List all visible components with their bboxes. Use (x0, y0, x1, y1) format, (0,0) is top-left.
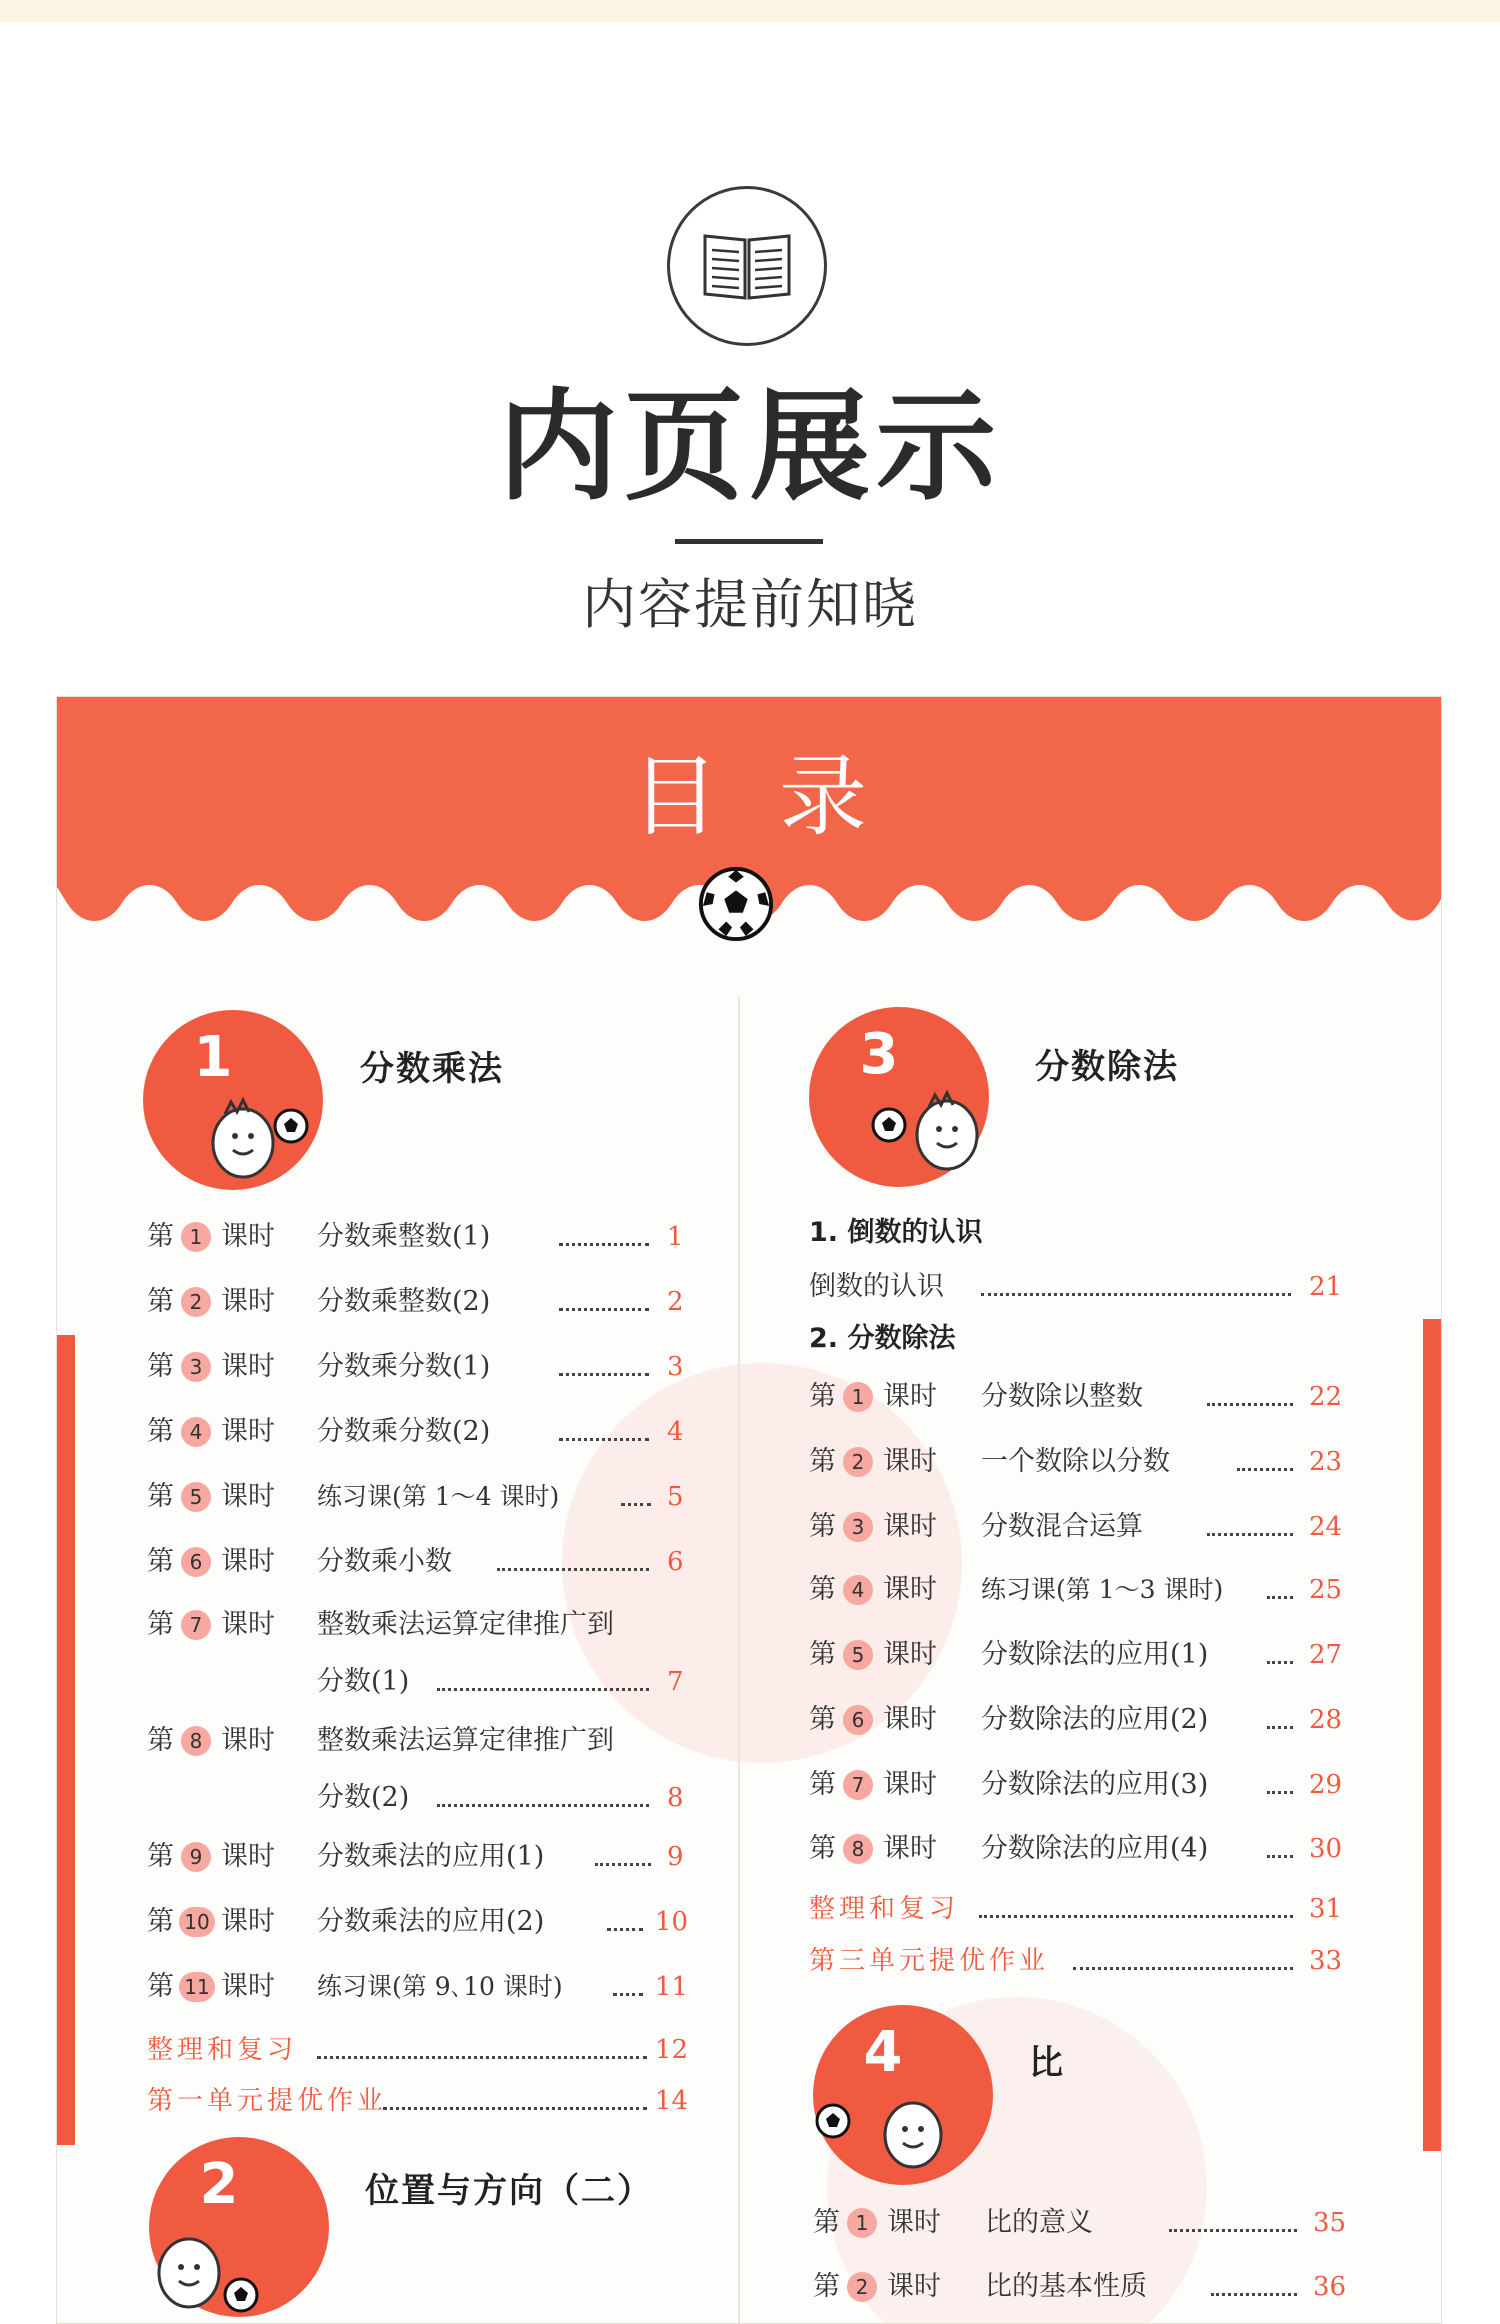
section-heading: 1. 倒数的认识 (809, 1217, 983, 1248)
lesson-suffix: 课时 (221, 1609, 275, 1640)
lesson-title-continued: 分数(2) (317, 1782, 410, 1813)
dot-leader (559, 1438, 649, 1441)
lesson-title-continued: 分数(1) (317, 1666, 410, 1697)
unit-number: 3 (859, 1022, 899, 1087)
lesson-number-badge: 3 (843, 1512, 873, 1542)
lesson-prefix: 第 (147, 1546, 174, 1577)
dot-leader (1267, 1791, 1293, 1794)
unit-1-badge (143, 1010, 323, 1190)
lesson-suffix: 课时 (221, 1841, 275, 1872)
lesson-title: 练习课(第 1～4 课时) (317, 1482, 560, 1511)
page-number: 12 (655, 2035, 689, 2065)
lesson-title: 分数乘法的应用(2) (317, 1906, 545, 1937)
toc-row[interactable] (147, 1217, 727, 1257)
dot-leader (437, 1688, 649, 1691)
dot-leader (981, 1293, 1291, 1296)
lesson-title: 倒数的认识 (809, 1271, 944, 1302)
lesson-suffix: 课时 (221, 1725, 275, 1756)
lesson-title: 整数乘法运算定律推广到 (317, 1609, 614, 1640)
toc-row[interactable] (809, 1635, 1409, 1675)
right-edge-bar (1423, 1319, 1441, 2151)
page-number: 1 (667, 1222, 684, 1252)
lesson-title: 分数乘整数(1) (317, 1221, 491, 1252)
lesson-suffix: 课时 (883, 1511, 937, 1542)
toc-row[interactable] (809, 1377, 1409, 1417)
lesson-number-badge: 6 (181, 1547, 211, 1577)
lesson-prefix: 第 (809, 1639, 836, 1670)
toc-row[interactable] (147, 1412, 727, 1452)
dot-leader (383, 2107, 647, 2110)
toc-row[interactable] (147, 1605, 727, 1645)
left-edge-bar (57, 1335, 75, 2145)
lesson-prefix: 第 (147, 1971, 174, 2002)
page-number: 27 (1309, 1640, 1343, 1670)
page-number: 4 (667, 1417, 684, 1447)
dot-leader (1267, 1726, 1293, 1729)
unit-number: 2 (199, 2152, 239, 2217)
toc-row-continued[interactable] (147, 1662, 727, 1702)
lesson-prefix: 第 (809, 1704, 836, 1735)
lesson-prefix: 第 (147, 1416, 174, 1447)
lesson-prefix: 第 (809, 1446, 836, 1477)
page-number: 28 (1309, 1705, 1343, 1735)
dot-leader (1207, 1533, 1293, 1536)
toc-row[interactable] (809, 1570, 1409, 1610)
dot-leader (559, 1243, 649, 1246)
lesson-number-badge: 7 (843, 1770, 873, 1800)
dot-leader (559, 1308, 649, 1311)
lesson-number-badge: 6 (843, 1705, 873, 1735)
toc-row[interactable] (813, 2267, 1413, 2307)
toc-row[interactable] (147, 1347, 727, 1387)
dot-leader (1267, 1596, 1293, 1599)
lesson-title: 分数乘小数 (317, 1546, 452, 1577)
lesson-number-badge: 2 (181, 1287, 211, 1317)
lesson-prefix: 第 (147, 1609, 174, 1640)
unit-1-title: 分数乘法 (360, 1049, 504, 1089)
lesson-prefix: 第 (809, 1769, 836, 1800)
page-number: 33 (1309, 1946, 1343, 1976)
lesson-prefix: 第 (809, 1833, 836, 1864)
lesson-prefix: 第 (813, 2207, 840, 2238)
lesson-prefix: 第 (147, 1906, 174, 1937)
lesson-title: 分数除法的应用(4) (981, 1833, 1209, 1864)
book-page (56, 696, 1442, 2324)
lesson-number-badge: 5 (181, 1482, 211, 1512)
lesson-prefix: 第 (147, 1221, 174, 1252)
page-number: 29 (1309, 1770, 1343, 1800)
lesson-number-badge: 4 (843, 1575, 873, 1605)
toc-row[interactable] (809, 1442, 1409, 1482)
lesson-suffix: 课时 (221, 1971, 275, 2002)
lesson-number-badge: 1 (847, 2208, 877, 2238)
lesson-suffix: 课时 (221, 1481, 275, 1512)
lesson-title: 分数除法的应用(2) (981, 1704, 1209, 1735)
lesson-number-badge: 11 (179, 1972, 215, 2002)
unit-4-title: 比 (1029, 2043, 1065, 2083)
lesson-title: 分数乘分数(2) (317, 1416, 491, 1447)
page-number: 23 (1309, 1447, 1343, 1477)
toc-row[interactable] (809, 1507, 1409, 1547)
toc-row-review[interactable] (147, 2030, 727, 2070)
column-divider (738, 997, 740, 2323)
toc-row-continued[interactable] (147, 1778, 727, 1818)
toc-row[interactable] (809, 1765, 1409, 1805)
lesson-title: 分数乘整数(2) (317, 1286, 491, 1317)
homework-label: 第三单元提优作业 (809, 1946, 1050, 1976)
mascot-icon (203, 1088, 313, 1188)
lesson-suffix: 课时 (883, 1574, 937, 1605)
page-number: 5 (667, 1482, 684, 1512)
toc-row[interactable] (147, 1967, 727, 2007)
page-number: 9 (667, 1842, 684, 1872)
lesson-suffix: 课时 (883, 1833, 937, 1864)
lesson-suffix: 课时 (221, 1351, 275, 1382)
toc-row-homework[interactable] (809, 1941, 1409, 1981)
page-number: 10 (655, 1907, 689, 1937)
page-number: 25 (1309, 1575, 1343, 1605)
toc-row[interactable] (147, 1282, 727, 1322)
soccer-ball-icon (697, 865, 775, 943)
lesson-number-badge: 1 (843, 1382, 873, 1412)
lesson-title: 分数乘法的应用(1) (317, 1841, 545, 1872)
lesson-number-badge: 8 (181, 1726, 211, 1756)
lesson-number-badge: 2 (847, 2272, 877, 2302)
lesson-number-badge: 1 (181, 1222, 211, 1252)
dot-leader (979, 1915, 1293, 1918)
dot-leader (1211, 2293, 1297, 2296)
lesson-number-badge: 10 (179, 1907, 215, 1937)
lesson-title: 分数除法的应用(3) (981, 1769, 1209, 1800)
lesson-number-badge: 5 (843, 1640, 873, 1670)
lesson-title: 练习课(第 1～3 课时) (981, 1575, 1224, 1604)
lesson-prefix: 第 (147, 1725, 174, 1756)
lesson-number-badge: 3 (181, 1352, 211, 1382)
lesson-suffix: 课时 (883, 1639, 937, 1670)
title-underline (675, 539, 823, 544)
page-number: 36 (1313, 2272, 1347, 2302)
book-icon (667, 186, 827, 346)
lesson-title: 分数乘分数(1) (317, 1351, 491, 1382)
lesson-suffix: 课时 (883, 1769, 937, 1800)
toc-row[interactable] (147, 1542, 727, 1582)
lesson-prefix: 第 (147, 1286, 174, 1317)
lesson-suffix: 课时 (887, 2271, 941, 2302)
page-number: 31 (1309, 1894, 1343, 1924)
dot-leader (1073, 1967, 1293, 1970)
lesson-title: 分数除法的应用(1) (981, 1639, 1209, 1670)
dot-leader (1267, 1855, 1293, 1858)
page-number: 6 (667, 1547, 684, 1577)
page-number: 2 (667, 1287, 684, 1317)
dot-leader (613, 1993, 643, 1996)
dot-leader (607, 1928, 643, 1931)
toc-row[interactable] (813, 2203, 1413, 2243)
lesson-prefix: 第 (147, 1481, 174, 1512)
toc-row[interactable] (809, 1700, 1409, 1740)
lesson-title: 比的基本性质 (985, 2271, 1147, 2302)
lesson-suffix: 课时 (883, 1704, 937, 1735)
page-number: 21 (1309, 1272, 1343, 1302)
lesson-number-badge: 9 (181, 1842, 211, 1872)
lesson-number-badge: 2 (843, 1447, 873, 1477)
lesson-title: 一个数除以分数 (981, 1446, 1170, 1477)
review-label: 整理和复习 (147, 2035, 298, 2065)
lesson-number-badge: 7 (181, 1610, 211, 1640)
lesson-suffix: 课时 (221, 1221, 275, 1252)
lesson-prefix: 第 (809, 1574, 836, 1605)
lesson-prefix: 第 (147, 1841, 174, 1872)
lesson-suffix: 课时 (221, 1906, 275, 1937)
lesson-prefix: 第 (813, 2271, 840, 2302)
unit-3-title: 分数除法 (1035, 1047, 1179, 1087)
page-number: 11 (655, 1972, 689, 2002)
page-title: 内页展示 (498, 378, 1002, 517)
lesson-title: 比的意义 (985, 2207, 1093, 2238)
lesson-prefix: 第 (809, 1381, 836, 1412)
lesson-title: 练习课(第 9､10 课时) (317, 1972, 563, 2001)
mascot-icon (869, 1085, 999, 1185)
dot-leader (1237, 1468, 1293, 1471)
lesson-suffix: 课时 (887, 2207, 941, 2238)
lesson-title: 整数乘法运算定律推广到 (317, 1725, 614, 1756)
lesson-number-badge: 8 (843, 1834, 873, 1864)
page-number: 14 (655, 2086, 689, 2116)
unit-2-badge (149, 2137, 329, 2317)
dot-leader (559, 1373, 649, 1376)
lesson-title: 分数除以整数 (981, 1381, 1143, 1412)
toc-row[interactable] (809, 1829, 1409, 1869)
mascot-icon (813, 2091, 953, 2185)
page-number: 3 (667, 1352, 684, 1382)
toc-row-review[interactable] (809, 1889, 1409, 1929)
page-number: 24 (1309, 1512, 1343, 1542)
unit-number: 1 (193, 1025, 233, 1090)
section-heading: 2. 分数除法 (809, 1323, 956, 1354)
dot-leader (1207, 1403, 1293, 1406)
lesson-suffix: 课时 (221, 1286, 275, 1317)
homework-label: 第一单元提优作业 (147, 2086, 388, 2116)
lesson-number-badge: 4 (181, 1417, 211, 1447)
top-strip (0, 0, 1500, 22)
lesson-prefix: 第 (147, 1351, 174, 1382)
review-label: 整理和复习 (809, 1894, 960, 1924)
lesson-prefix: 第 (809, 1511, 836, 1542)
dot-leader (621, 1503, 651, 1506)
lesson-suffix: 课时 (221, 1416, 275, 1447)
mascot-icon (149, 2227, 279, 2317)
dot-leader (1169, 2229, 1297, 2232)
dot-leader (317, 2056, 647, 2059)
unit-3-badge (809, 1007, 989, 1187)
lesson-suffix: 课时 (883, 1446, 937, 1477)
toc-row[interactable] (809, 1267, 1409, 1307)
toc-row[interactable] (147, 1477, 727, 1517)
page-subtitle: 内容提前知晓 (582, 573, 918, 636)
lesson-suffix: 课时 (883, 1381, 937, 1412)
lesson-suffix: 课时 (221, 1546, 275, 1577)
dot-leader (595, 1863, 651, 1866)
contents-heading: 目录 (630, 745, 927, 848)
page-number: 8 (667, 1783, 684, 1813)
page-number: 22 (1309, 1382, 1343, 1412)
dot-leader (497, 1568, 649, 1571)
page-number: 7 (667, 1667, 684, 1697)
toc-row-homework[interactable] (147, 2081, 727, 2121)
dot-leader (1267, 1661, 1293, 1664)
toc-row[interactable] (147, 1837, 727, 1877)
unit-4-badge (813, 2005, 993, 2185)
unit-number: 4 (863, 2020, 903, 2085)
toc-row[interactable] (147, 1902, 727, 1942)
toc-row[interactable] (147, 1721, 727, 1761)
dot-leader (437, 1804, 649, 1807)
page-number: 30 (1309, 1834, 1343, 1864)
lesson-title: 分数混合运算 (981, 1511, 1143, 1542)
page-number: 35 (1313, 2208, 1347, 2238)
unit-2-title: 位置与方向（二） (365, 2171, 653, 2211)
